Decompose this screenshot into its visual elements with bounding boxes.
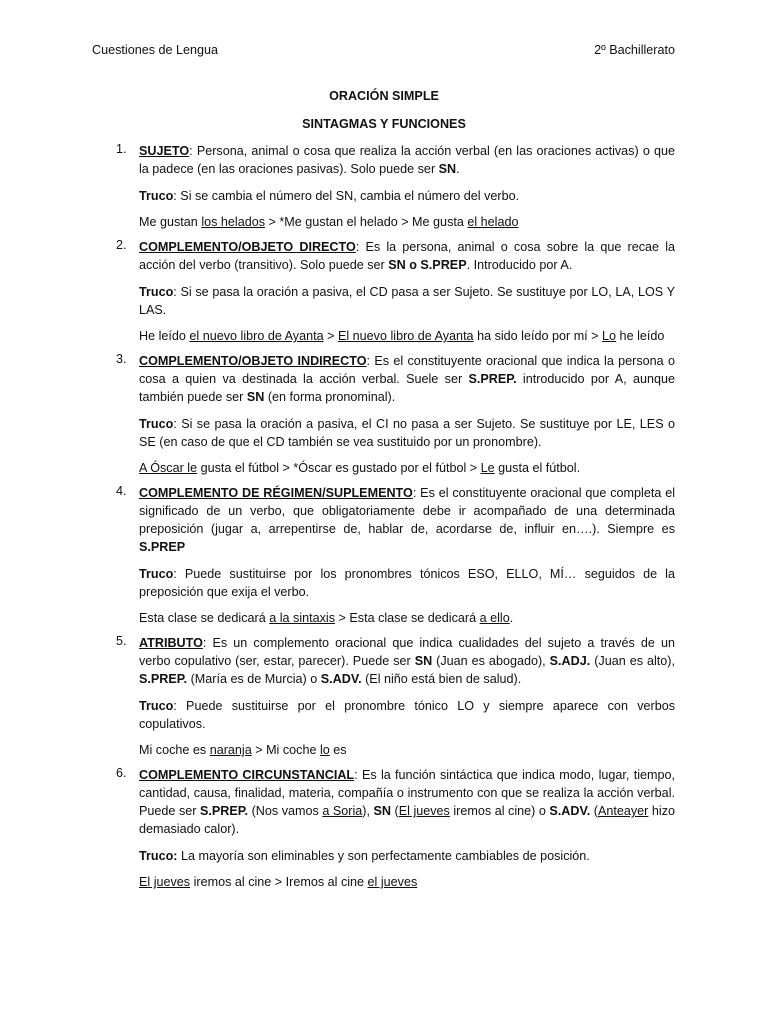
- list-item-sujeto: [116, 142, 675, 231]
- item-term: COMPLEMENTO DE RÉGIMEN/SUPLEMENTO: [139, 486, 413, 500]
- item-example: A Óscar le gusta el fútbol > *Óscar es gustado por el fútbol > Le gusta el fútbol.: [139, 461, 581, 475]
- item-term: COMPLEMENTO/OBJETO INDIRECTO: [139, 354, 367, 368]
- item-number: 3.: [116, 352, 127, 366]
- item-definition: COMPLEMENTO/OBJETO DIRECTO: Es la persona, animal o cosa sobre la que recae la acción del verbo (transitivo). Solo puede ser SN o S.PREP. Introducido por A.: [139, 240, 675, 272]
- item-truco: Truco: La mayoría son eliminables y son perfectamente cambiables de posición.: [139, 849, 590, 863]
- item-example: Esta clase se dedicará a la sintaxis > Esta clase se dedicará a ello.: [139, 611, 514, 625]
- item-truco: Truco: Puede sustituirse por los pronombres tónicos ESO, ELLO, MÍ… seguidos de la preposición que exija el verbo.: [139, 567, 675, 599]
- list-item-complemento-regimen: [116, 484, 675, 627]
- functions-list: [116, 142, 676, 898]
- header-right-text: 2º Bachillerato: [594, 43, 675, 57]
- item-number: 6.: [116, 766, 127, 780]
- item-number: 2.: [116, 238, 127, 252]
- item-definition: SUJETO: Persona, animal o cosa que realiza la acción verbal (en las oraciones activas) o que la padece (en las oraciones pasivas). Solo puede ser SN.: [139, 144, 675, 176]
- item-definition: COMPLEMENTO DE RÉGIMEN/SUPLEMENTO: Es el constituyente oracional que completa el significado de un verbo, que obligatoriamente debe ir acompañado de una determinada preposición (jugar a, arrepentirse de, hablar de, acordarse de, influir en….). Siempre es S.PREP: [139, 486, 675, 554]
- list-item-complemento-indirecto: [116, 352, 675, 477]
- item-number: 5.: [116, 634, 127, 648]
- item-number: 1.: [116, 142, 127, 156]
- item-truco: Truco: Puede sustituirse por el pronombre tónico LO y siempre aparece con verbos copulativos.: [139, 699, 675, 731]
- item-definition: ATRIBUTO: Es un complemento oracional que indica cualidades del sujeto a través de un verbo copulativo (ser, estar, parecer). Puede ser SN (Juan es abogado), S.ADJ. (Juan es alto), S.PREP. (María es de Murcia) o S.ADV. (El niño está bien de salud).: [139, 636, 675, 686]
- document-title: ORACIÓN SIMPLE: [329, 89, 439, 103]
- item-example: Mi coche es naranja > Mi coche lo es: [139, 743, 347, 757]
- item-term: COMPLEMENTO CIRCUNSTANCIAL: [139, 768, 355, 782]
- item-term: COMPLEMENTO/OBJETO DIRECTO: [139, 240, 356, 254]
- item-truco: Truco: Si se pasa la oración a pasiva, el CI no pasa a ser Sujeto. Se sustituye por LE, LES o SE (en caso de que el CD también se vea sustituido por un pronombre).: [139, 417, 675, 449]
- item-definition: COMPLEMENTO CIRCUNSTANCIAL: Es la función sintáctica que indica modo, lugar, tiempo, cantidad, causa, finalidad, materia, compañía o instrumento con que se realiza la acción verbal. Puede ser S.PREP. (Nos vamos a Soria), SN (El jueves iremos al cine) o S.ADV. (Anteayer hizo demasiado calor).: [139, 768, 676, 836]
- list-item-complemento-directo: [116, 238, 675, 345]
- item-example: He leído el nuevo libro de Ayanta > El nuevo libro de Ayanta ha sido leído por mí > Lo he leído: [139, 329, 665, 343]
- item-definition: COMPLEMENTO/OBJETO INDIRECTO: Es el constituyente oracional que indica la persona o cosa a quien va destinada la acción verbal. Suele ser S.PREP. introducido por A, aunque también puede ser SN (en forma pronominal).: [139, 354, 675, 404]
- item-term: SUJETO: [139, 144, 190, 158]
- header-left-text: Cuestiones de Lengua: [92, 43, 219, 57]
- item-truco: Truco: Si se pasa la oración a pasiva, el CD pasa a ser Sujeto. Se sustituye por LO, LA, LOS Y LAS.: [139, 285, 675, 317]
- list-item-atributo: [116, 634, 675, 759]
- item-example: El jueves iremos al cine > Iremos al cine el jueves: [139, 875, 418, 889]
- item-number: 4.: [116, 484, 127, 498]
- document-subtitle: SINTAGMAS Y FUNCIONES: [302, 117, 466, 131]
- list-item-complemento-circunstancial: [116, 766, 676, 891]
- item-example: Me gustan los helados > *Me gustan el helado > Me gusta el helado: [139, 215, 519, 229]
- item-term: ATRIBUTO: [139, 636, 203, 650]
- item-truco: Truco: Si se cambia el número del SN, cambia el número del verbo.: [139, 189, 520, 203]
